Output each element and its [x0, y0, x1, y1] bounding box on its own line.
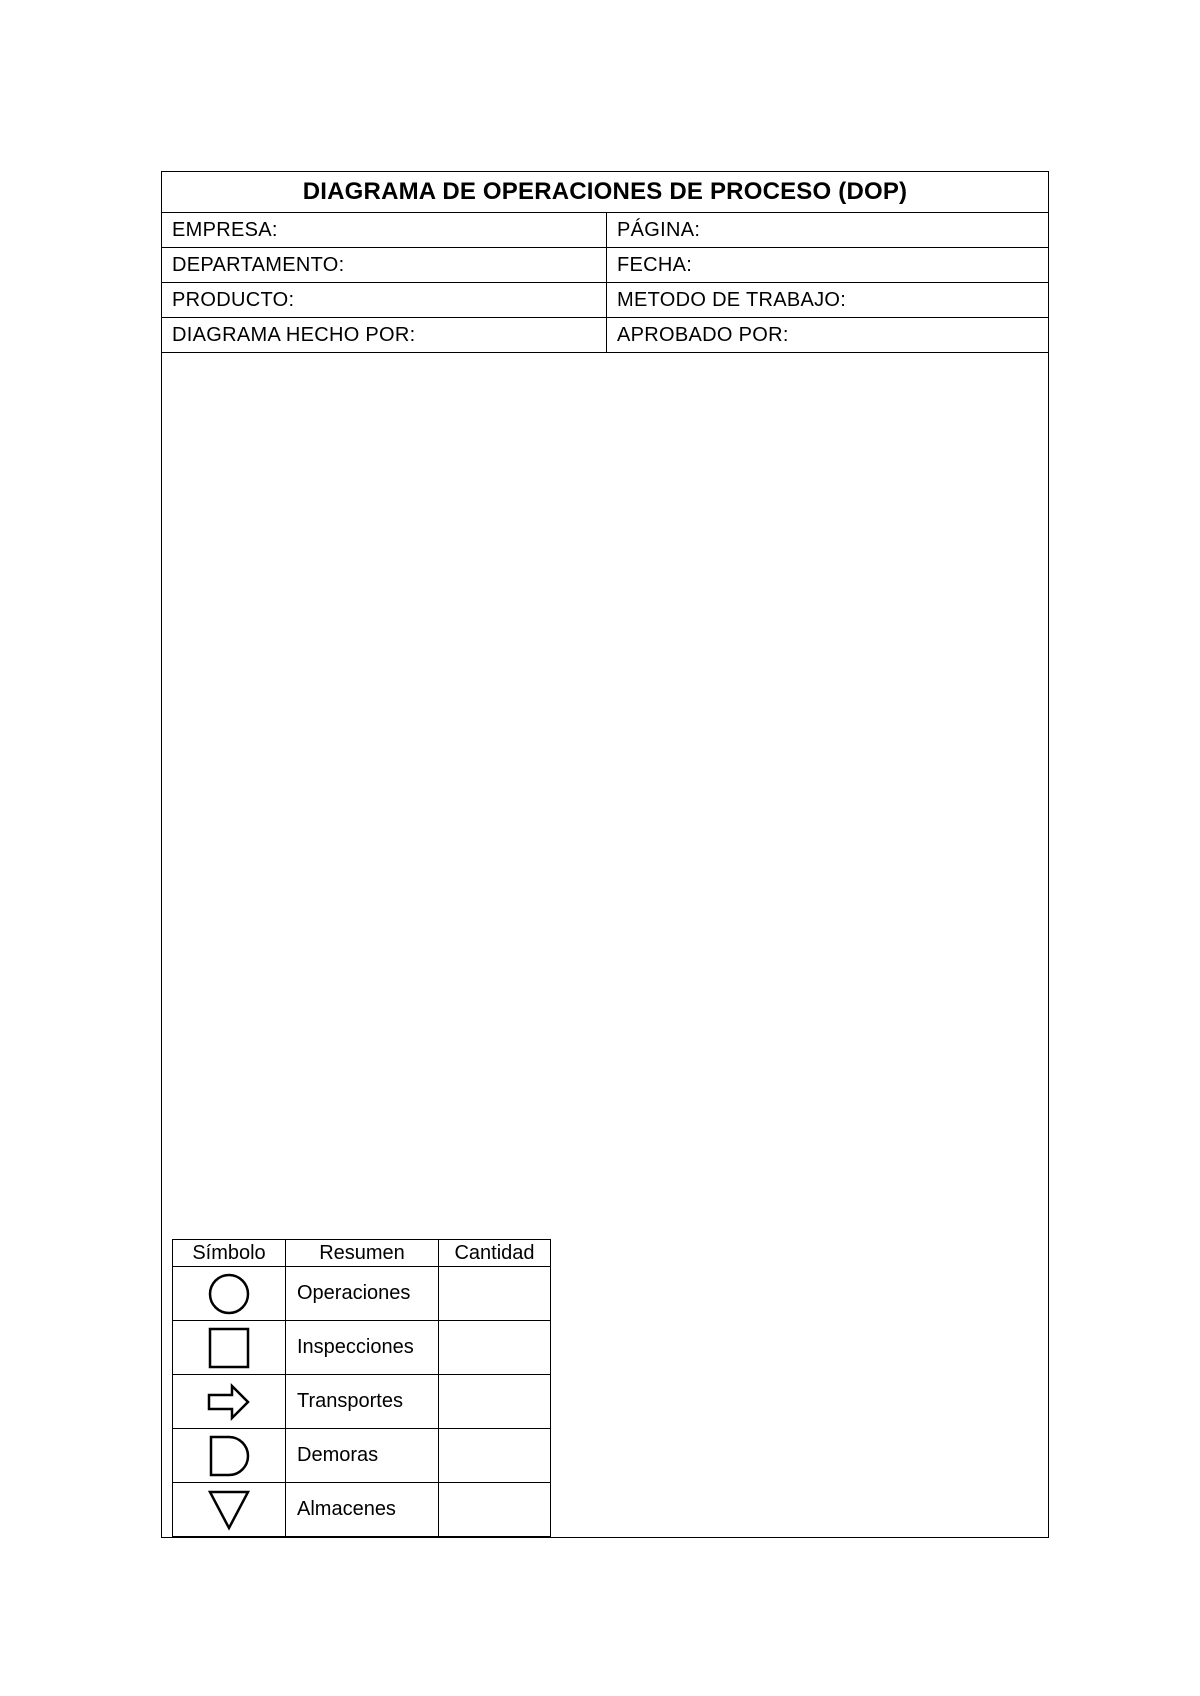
dop-form: [161, 171, 1049, 1538]
header-cantidad: Cantidad: [439, 1240, 551, 1267]
quantity-inspecciones[interactable]: [439, 1321, 551, 1375]
symbol-cell-operaciones: [173, 1267, 286, 1321]
field-departamento[interactable]: DEPARTAMENTO:: [162, 248, 607, 282]
summary-label-transportes: Transportes: [286, 1375, 439, 1429]
d-delay-icon: [207, 1434, 251, 1478]
info-row-hecho-por: [162, 318, 1048, 353]
info-row-empresa: [162, 213, 1048, 248]
field-empresa[interactable]: EMPRESA:: [162, 213, 607, 247]
symbol-cell-inspecciones: [173, 1321, 286, 1375]
field-pagina[interactable]: PÁGINA:: [617, 218, 701, 241]
summary-label-inspecciones: Inspecciones: [286, 1321, 439, 1375]
triangle-storage-icon: [207, 1488, 251, 1532]
field-aprobado-por[interactable]: APROBADO POR:: [617, 323, 789, 346]
header-resumen: Resumen: [286, 1240, 439, 1267]
table-row: [173, 1375, 551, 1429]
info-row-departamento: [162, 248, 1048, 283]
square-inspection-icon: [207, 1326, 251, 1370]
field-diagrama-hecho-por[interactable]: DIAGRAMA HECHO POR:: [162, 318, 607, 352]
summary-label-operaciones: Operaciones: [286, 1267, 439, 1321]
table-row: [173, 1321, 551, 1375]
symbol-cell-demoras: [173, 1429, 286, 1483]
quantity-almacenes[interactable]: [439, 1483, 551, 1537]
table-row: [173, 1483, 551, 1537]
table-row: [173, 1267, 551, 1321]
summary-header-row: [173, 1240, 551, 1267]
table-row: [173, 1429, 551, 1483]
header-simbolo: Símbolo: [173, 1240, 286, 1267]
circle-operation-icon: [207, 1272, 251, 1316]
symbol-cell-transportes: [173, 1375, 286, 1429]
summary-label-almacenes: Almacenes: [286, 1483, 439, 1537]
field-fecha[interactable]: FECHA:: [617, 253, 693, 276]
quantity-demoras[interactable]: [439, 1429, 551, 1483]
field-producto[interactable]: PRODUCTO:: [162, 283, 607, 317]
summary-label-demoras: Demoras: [286, 1429, 439, 1483]
quantity-operaciones[interactable]: [439, 1267, 551, 1321]
form-title: DIAGRAMA DE OPERACIONES DE PROCESO (DOP): [162, 172, 1048, 213]
symbol-cell-almacenes: [173, 1483, 286, 1537]
diagram-drawing-area[interactable]: [162, 353, 1048, 1537]
quantity-transportes[interactable]: [439, 1375, 551, 1429]
info-row-producto: [162, 283, 1048, 318]
arrow-transport-icon: [206, 1382, 252, 1422]
field-metodo-de-trabajo[interactable]: METODO DE TRABAJO:: [617, 288, 847, 311]
summary-table: [172, 1239, 551, 1537]
